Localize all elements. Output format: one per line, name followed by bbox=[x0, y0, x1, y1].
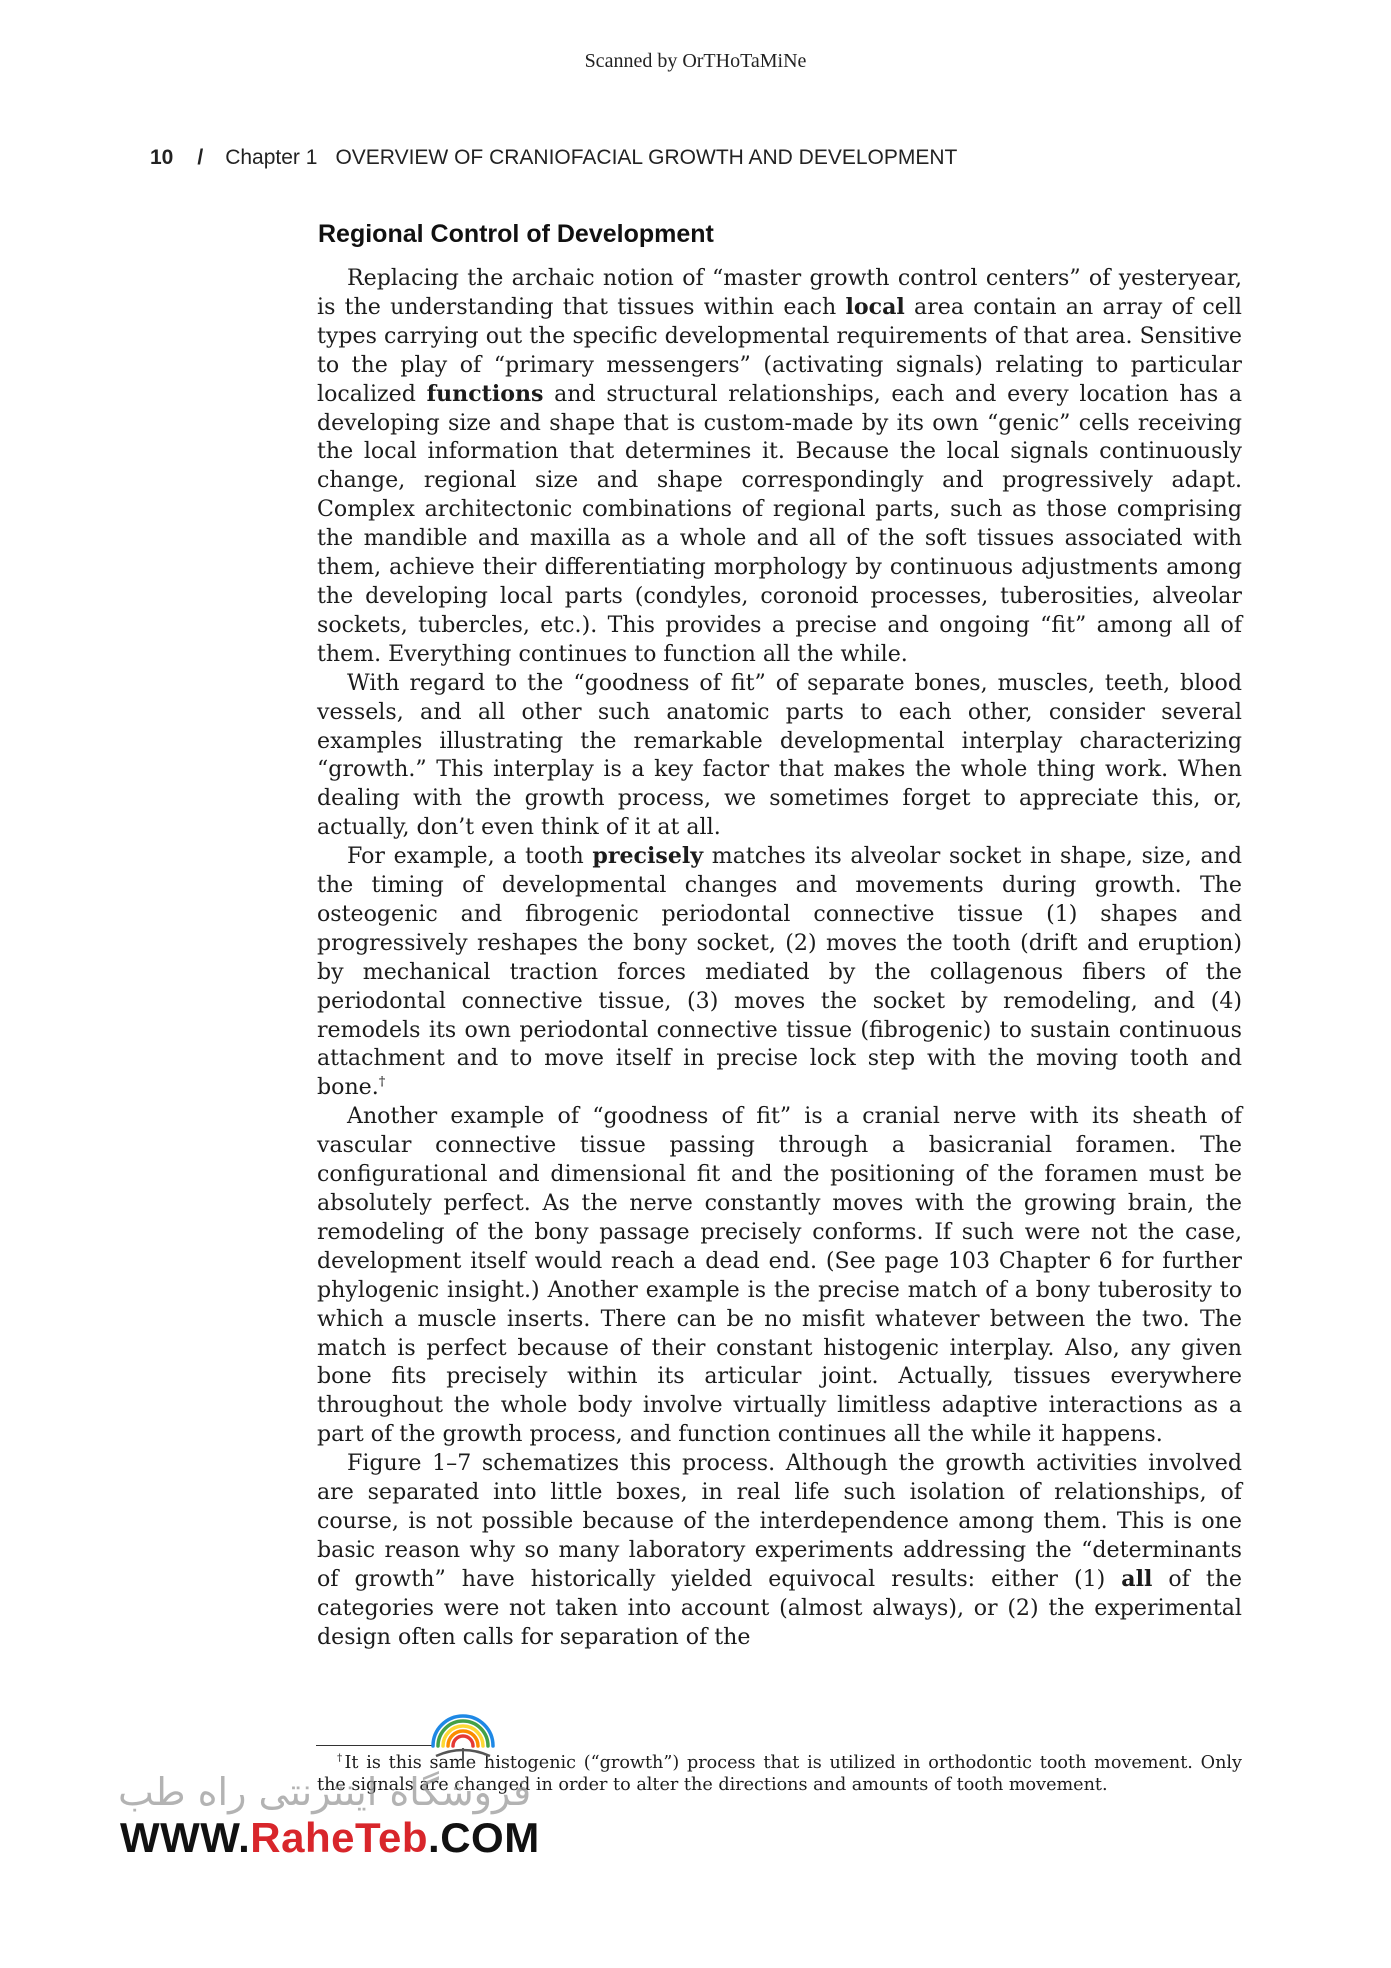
footnote: †It is this same histogenic (“growth”) process that is utilized in orthodontic tooth movement. Only the signals are changed in order to alter the directions and amounts of tooth movement. bbox=[317, 1752, 1242, 1795]
paragraph: Replacing the archaic notion of “master growth control centers” of yesteryear, is the understanding that tissues within each local area contain an array of cell types carrying out the specific developmental requirements of that area. Sensitive to the play of “primary messengers” (activating signals) relating to particular localized functions and structural relationships, each and every location has a developing size and shape that is custom-made by its own “genic” cells receiving the local information that determines it. Because the local signals continuously change, regional size and shape correspondingly and progressively adapt. Complex architectonic combinations of regional parts, such as those comprising the mandible and maxilla as a whole and all of the soft tissues associated with them, achieve their differentiating morphology by continuous adjustments among the developing local parts (condyles, coronoid processes, tuberosities, alveolar sockets, tubercles, etc.). This provides a precise and ongoing “fit” among all of them. Everything continues to function all the while. bbox=[317, 265, 1242, 667]
paragraph: For example, a tooth precisely matches its alveolar socket in shape, size, and the timing of developmental changes and movements during growth. The osteogenic and fibrogenic periodontal connective tissue (1) shapes and progressively reshapes the bony socket, (2) moves the tooth (drift and eruption) by mechanical traction forces mediated by the collagenous fibers of the periodontal connective tissue, (3) moves the socket by remodeling, and (4) remodels its own periodontal connective tissue (fibrogenic) to sustain continuous attachment and to move itself in precise lock step with the moving tooth and bone.† bbox=[317, 843, 1242, 1101]
emphasis: all bbox=[1121, 1565, 1153, 1592]
running-head-separator: / bbox=[197, 146, 204, 169]
paragraph: With regard to the “goodness of fit” of separate bones, muscles, teeth, blood vessels, and all other such anatomic parts to each other, consider several examples illustrating the remarkable developmental interplay characterizing “growth.” This interplay is a key factor that makes the whole thing work. When dealing with the growth process, we sometimes forget to appreciate this, or, actually, don’t even think of it at all. bbox=[317, 669, 1242, 841]
section-heading: Regional Control of Development bbox=[318, 220, 714, 248]
running-head bbox=[150, 146, 957, 170]
emphasis: functions bbox=[426, 380, 544, 407]
page-number: 10 bbox=[150, 146, 174, 169]
book-logo-icon bbox=[428, 1700, 498, 1764]
logo-arc bbox=[453, 1736, 473, 1746]
watermark-url: WWW.RaheTeb.COM bbox=[120, 1814, 540, 1861]
paragraph: Figure 1–7 schematizes this process. Although the growth activities involved are separated into little boxes, in real life such isolation of relationships, of course, is not possible because of the interdependence among them. This is one basic reason why so many laboratory experiments addressing the “determinants of growth” have historically yielded equivocal results: either (1) all of the categories were not taken into account (almost always), or (2) the experimental design often calls for separation of the bbox=[317, 1450, 1242, 1650]
emphasis: local bbox=[845, 293, 905, 320]
chapter-label: Chapter 1 bbox=[225, 146, 318, 169]
body-text bbox=[317, 264, 1242, 1652]
footnote-marker: † bbox=[337, 1752, 345, 1765]
footnote-marker: † bbox=[378, 1075, 386, 1091]
chapter-title: OVERVIEW OF CRANIOFACIAL GROWTH AND DEVELOPMENT bbox=[335, 146, 958, 169]
scan-credit: Scanned by OrTHoTaMiNe bbox=[584, 50, 807, 72]
watermark-persian: فروشگاه اینترنتی راه طب bbox=[118, 1770, 532, 1814]
emphasis: precisely bbox=[592, 843, 704, 870]
footnote-rule bbox=[316, 1745, 434, 1746]
paragraph: Another example of “goodness of fit” is a cranial nerve with its sheath of vascular connective tissue passing through a basicranial foramen. The configurational and dimensional fit and the positioning of the foramen must be absolutely perfect. As the nerve constantly moves with the growing brain, the remodeling of the bony passage precisely conforms. If such were not the case, development itself would reach a dead end. (See page 103 Chapter 6 for further phylogenic insight.) Another example is the precise match of a bony tuberosity to which a muscle inserts. There can be no misfit whatever between the two. The match is perfect because of their constant histogenic interplay. Also, any given bone fits precisely within its articular joint. Actually, tissues everywhere throughout the whole body involve virtually limitless adaptive interactions as a part of the growth process, and function continues all the while it happens. bbox=[317, 1103, 1242, 1448]
